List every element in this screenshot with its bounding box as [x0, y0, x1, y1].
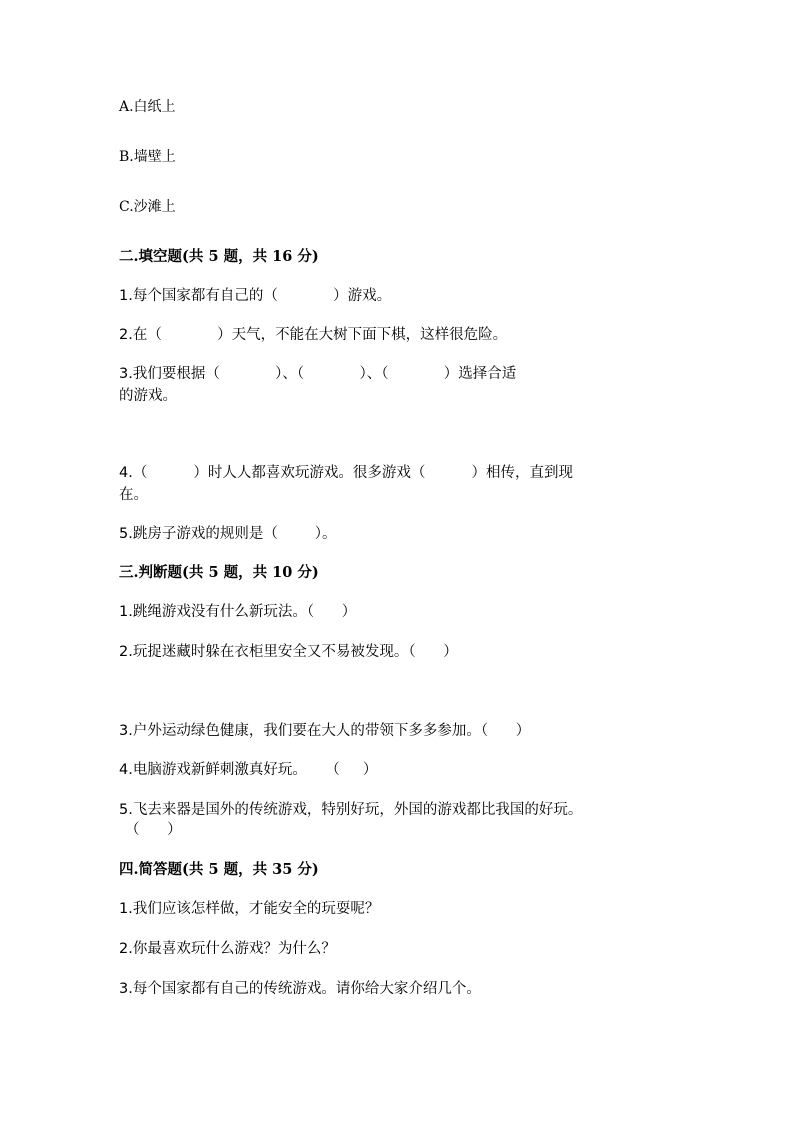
option-a: A.白纸上	[119, 99, 176, 115]
option-c: C.沙滩上	[119, 199, 176, 215]
question-line: 1.我们应该怎样做，才能安全的玩耍呢？	[119, 901, 380, 917]
question-line: 1.跳绳游戏没有什么新玩法。（ ）	[119, 604, 357, 620]
question-line: 2.在（ ）天气，不能在大树下面下棋，这样很危险。	[119, 327, 508, 343]
question-line: 3.户外运动绿色健康，我们要在大人的带领下多多参加。（ ）	[119, 723, 531, 739]
question-line: 2.你最喜欢玩什么游戏？为什么？	[119, 941, 336, 957]
question-line-continued: 在。	[119, 487, 148, 503]
question-line: 3.每个国家都有自己的传统游戏。请你给大家介绍几个。	[119, 981, 481, 997]
section-heading-short-answer: 四.简答题(共 5 题，共 35 分)	[119, 861, 319, 878]
question-line: 1.每个国家都有自己的（ ）游戏。	[119, 288, 392, 304]
question-line: 4.（ ）时人人都喜欢玩游戏。很多游戏（ ）相传，直到现	[119, 465, 574, 481]
question-line: 3.我们要根据（ ）、（ ）、（ ）选择合适	[119, 366, 517, 382]
section-heading-fill-blank: 二.填空题(共 5 题，共 16 分)	[119, 248, 319, 265]
option-b: B.墙壁上	[119, 149, 176, 165]
question-line: 4.电脑游戏新鲜刺激真好玩。 （ ）	[119, 762, 378, 778]
section-heading-true-false: 三.判断题(共 5 题，共 10 分)	[119, 564, 319, 581]
question-line: 5.飞去来器是国外的传统游戏，特别好玩，外国的游戏都比我国的好玩。	[119, 802, 583, 818]
question-line: 5.跳房子游戏的规则是（ ）。	[119, 526, 337, 542]
question-line-continued: （ ）	[125, 822, 182, 838]
question-line-continued: 的游戏。	[119, 388, 177, 404]
question-line: 2.玩捉迷藏时躲在衣柜里安全又不易被发现。（ ）	[119, 644, 458, 660]
